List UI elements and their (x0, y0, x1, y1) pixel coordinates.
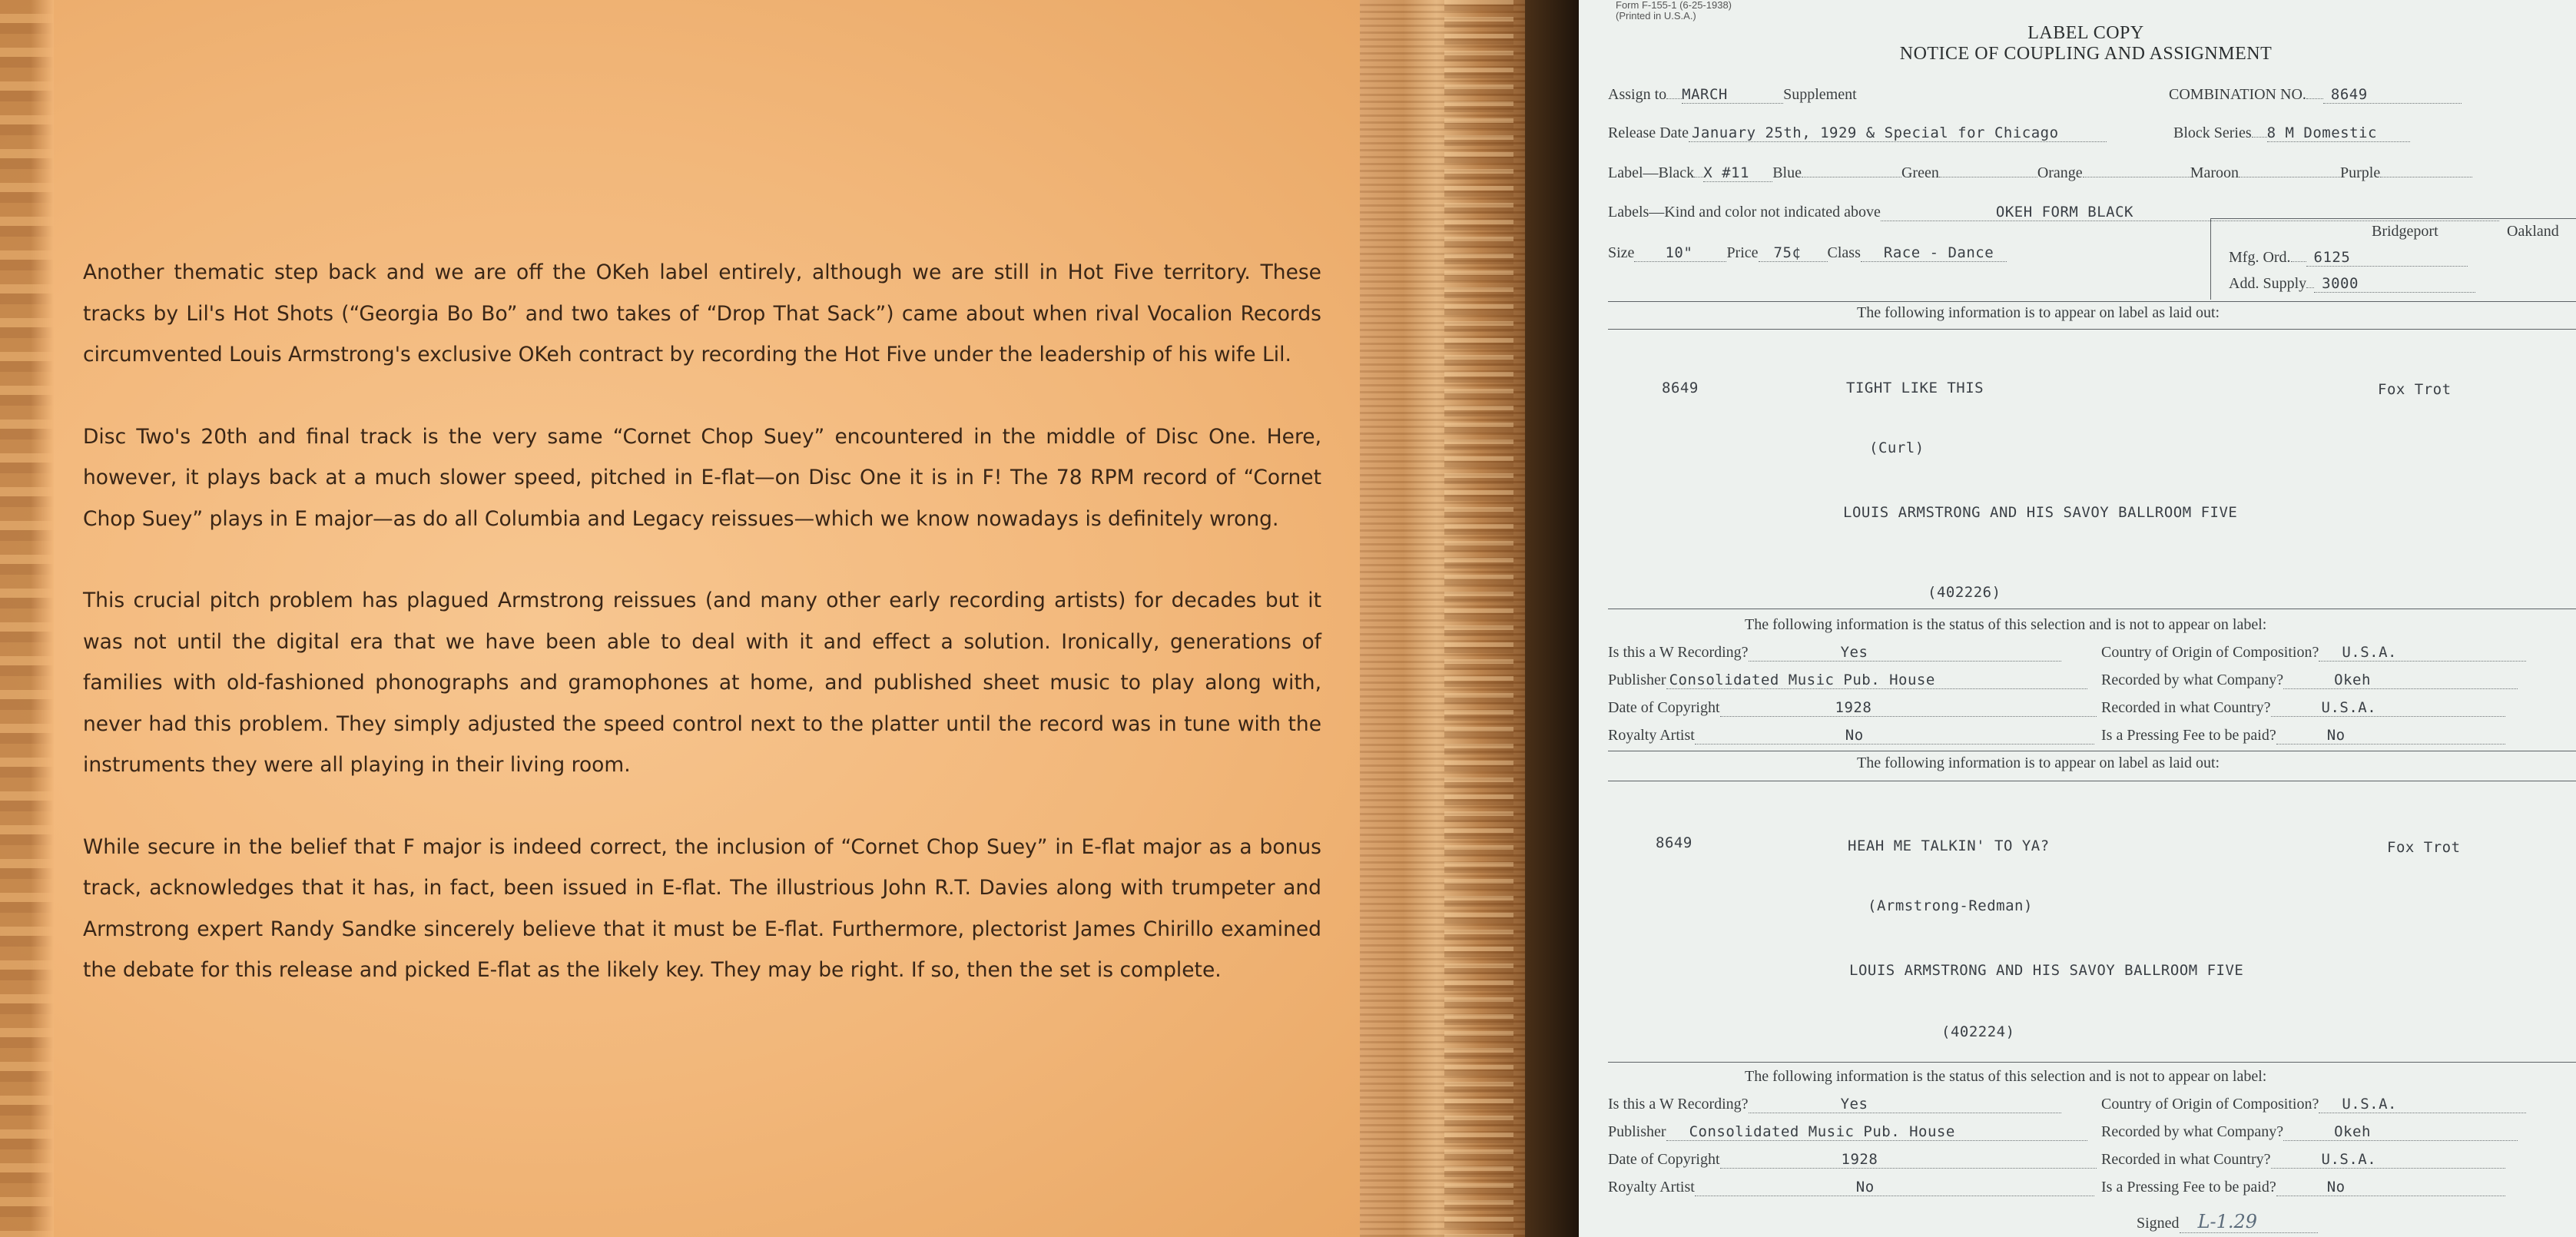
divider (1608, 329, 2576, 330)
assign-to-row: Assign to MARCH Supplement (1608, 86, 1857, 103)
s1-recorded-by-row: Recorded by what Company? Okeh (2101, 672, 2518, 689)
assign-to-value: MARCH (1682, 86, 1783, 104)
s2-origin-value: U.S.A. (2319, 1096, 2526, 1113)
selection-2-type: Fox Trot (2387, 839, 2461, 856)
essay-paragraph-1: Another thematic step back and we are off the OKeh label entirely, although we are still in Hot Five territory. These tracks by Lil's Hot Shots (“Georgia Bo Bo” and two takes of “Drop That Sack”) came about when rival Vocalion Records circumvented Louis Armstrong's exclusive OKeh contract by recording the Hot Five under the leadership of his wife Lil. (83, 260, 1321, 366)
s2-origin-row: Country of Origin of Composition? U.S.A. (2101, 1096, 2526, 1113)
s1-recorded-by-value: Okeh (2283, 672, 2518, 689)
release-date-value: January 25th, 1929 & Special for Chicago (1689, 124, 2107, 142)
s2-copyright-row: Date of Copyright 1928 (1608, 1151, 2097, 1169)
decorative-texture-band (1444, 0, 1513, 1237)
s1-origin-value: U.S.A. (2319, 644, 2526, 662)
s2-recorded-country-row: Recorded in what Country? U.S.A. (2101, 1151, 2505, 1169)
s1-recorded-country-value: U.S.A. (2271, 699, 2505, 717)
selection-1-number: 8649 (1662, 380, 1699, 396)
torn-edge-decoration (0, 0, 54, 1237)
s2-copyright-value: 1928 (1720, 1151, 2097, 1169)
s2-pressing-fee-row: Is a Pressing Fee to be paid? No (2101, 1179, 2505, 1196)
s2-royalty-value: No (1695, 1179, 2094, 1196)
selection-1-matrix: (402226) (1928, 584, 2001, 601)
s2-w-recording-value: Yes (1749, 1096, 2061, 1113)
s1-publisher-row: Publisher Consolidated Music Pub. House (1608, 672, 2087, 689)
add-supply-value: 3000 (2314, 275, 2475, 293)
divider (2210, 218, 2576, 219)
s2-w-recording-row: Is this a W Recording? Yes (1608, 1096, 2061, 1113)
divider (2210, 219, 2211, 300)
class-value: Race - Dance (1861, 244, 2007, 262)
selection-1-type: Fox Trot (2378, 381, 2452, 398)
divider (1608, 1062, 2576, 1063)
bridgeport-header: Bridgeport (2372, 223, 2438, 240)
title-line-2: NOTICE OF COUPLING AND ASSIGNMENT (1899, 44, 2273, 64)
appear-on-label-note-2: The following information is to appear on label as laid out: (1857, 754, 2220, 771)
s1-pressing-fee-value: No (2276, 727, 2505, 745)
essay-paragraph-3: This crucial pitch problem has plagued Armstrong reissues (and many other early recording artists) for decades but it was not until the digital era that we have been able to deal with it and effect a solution. Ironically, generations of families with old-fashioned phonographs and gramophones at home, and published sheet music to play along with, never had this problem. They simply adjusted the speed control next to the platter until the record was in tune with the instruments they were all playing in their living room. (83, 589, 1321, 777)
oakland-header: Oakland (2507, 223, 2559, 240)
s1-royalty-row: Royalty Artist No (1608, 727, 2094, 745)
block-series-row: Block Series 8 M Domestic (2173, 124, 2410, 142)
status-note-1: The following information is the status of this selection and is not to appear on label: (1745, 616, 2267, 633)
s1-copyright-value: 1928 (1720, 699, 2097, 717)
status-note-2: The following information is the status of this selection and is not to appear on label: (1745, 1068, 2267, 1085)
selection-1-title: TIGHT LIKE THIS (1846, 380, 1984, 396)
selection-2-number: 8649 (1656, 834, 1692, 851)
s2-publisher-row: Publisher Consolidated Music Pub. House (1608, 1123, 2087, 1141)
s2-recorded-by-row: Recorded by what Company? Okeh (2101, 1123, 2518, 1141)
s2-recorded-country-value: U.S.A. (2271, 1151, 2505, 1169)
appear-on-label-note: The following information is to appear on label as laid out: (1857, 304, 2220, 321)
s2-pressing-fee-value: No (2276, 1179, 2505, 1196)
selection-1-composer: (Curl) (1869, 439, 1925, 456)
divider (1608, 301, 2576, 302)
s1-recorded-country-row: Recorded in what Country? U.S.A. (2101, 699, 2505, 717)
mfg-ord-value: 6125 (2306, 249, 2468, 267)
selection-2-title: HEAH ME TALKIN' TO YA? (1848, 837, 2050, 854)
combination-value: 8649 (2323, 86, 2462, 104)
s1-w-recording-value: Yes (1749, 644, 2061, 662)
label-black-value: X #11 (1703, 164, 1772, 182)
s1-publisher-value: Consolidated Music Pub. House (1666, 672, 2087, 689)
s1-w-recording-row: Is this a W Recording? Yes (1608, 644, 2061, 662)
s2-publisher-value: Consolidated Music Pub. House (1666, 1123, 2087, 1141)
size-value: 10" (1634, 244, 1726, 262)
selection-2-matrix: (402224) (1941, 1023, 2015, 1040)
mfg-ord-row: Mfg. Ord. 6125 (2229, 249, 2468, 267)
block-series-value: 8 M Domestic (2267, 124, 2410, 142)
size-price-class-row: Size 10" Price 75¢ Class Race - Dance (1608, 244, 2007, 262)
selection-1-artist: LOUIS ARMSTRONG AND HIS SAVOY BALLROOM FIVE (1843, 504, 2238, 521)
s1-copyright-row: Date of Copyright 1928 (1608, 699, 2097, 717)
card-title (1871, 23, 2301, 65)
combination-row: COMBINATION NO. 8649 (2169, 86, 2462, 104)
essay-paragraph-4: While secure in the belief that F major is indeed correct, the inclusion of “Cornet Chop Suey” in E-flat major as a bonus track, acknowledges that it has, in fact, been issued in E-flat. The illustrious John R.T. Davies along with trumpeter and Armstrong expert Randy Sandke sincerely believe that it must be E-flat. Furthermore, plectorist James Chirillo examined the debate for this release and picked E-flat as the likely key. They may be right. If so, then the set is complete. (83, 834, 1321, 982)
essay-paragraph-2: Disc Two's 20th and final track is the very same “Cornet Chop Suey” encountered in the middle of Disc One. Here, however, it plays back at a much slower speed, pitched in E-flat—on Disc One it is in F! The 78 RPM record of “Cornet Chop Suey” plays in E major—as do all Columbia and Legacy reissues—which we know nowadays is definitely wrong. (83, 424, 1321, 531)
label-copy-card (1579, 0, 2576, 1237)
labels-kind-row: Labels—Kind and color not indicated above OKEH FORM BLACK (1608, 204, 2499, 221)
s1-origin-row: Country of Origin of Composition? U.S.A. (2101, 644, 2526, 662)
essay-text (83, 252, 1321, 1032)
page-gutter-shadow (1525, 0, 1579, 1237)
s1-royalty-value: No (1695, 727, 2094, 745)
add-supply-row: Add. Supply 3000 (2229, 275, 2475, 293)
form-number: Form F-155-1 (6-25-1938) (Printed in U.S.A.) (1616, 0, 1732, 22)
s1-pressing-fee-row: Is a Pressing Fee to be paid? No (2101, 727, 2505, 745)
labels-kind-value: OKEH FORM BLACK (1881, 204, 2499, 221)
price-value: 75¢ (1759, 244, 1828, 262)
label-color-row: Label—Black X #11 Blue Green Orange Maroon Purple (1608, 164, 2472, 182)
selection-2-artist: LOUIS ARMSTRONG AND HIS SAVOY BALLROOM FIVE (1849, 962, 2244, 979)
s2-royalty-row: Royalty Artist No (1608, 1179, 2094, 1196)
signed-value: L-1.29 (2180, 1211, 2318, 1233)
signed-row: Signed L-1.29 (2137, 1211, 2318, 1233)
title-line-1: LABEL COPY (2027, 23, 2144, 43)
s2-recorded-by-value: Okeh (2283, 1123, 2518, 1141)
release-date-row: Release Date January 25th, 1929 & Special for Chicago (1608, 124, 2107, 142)
selection-2-composer: (Armstrong-Redman) (1868, 897, 2033, 914)
